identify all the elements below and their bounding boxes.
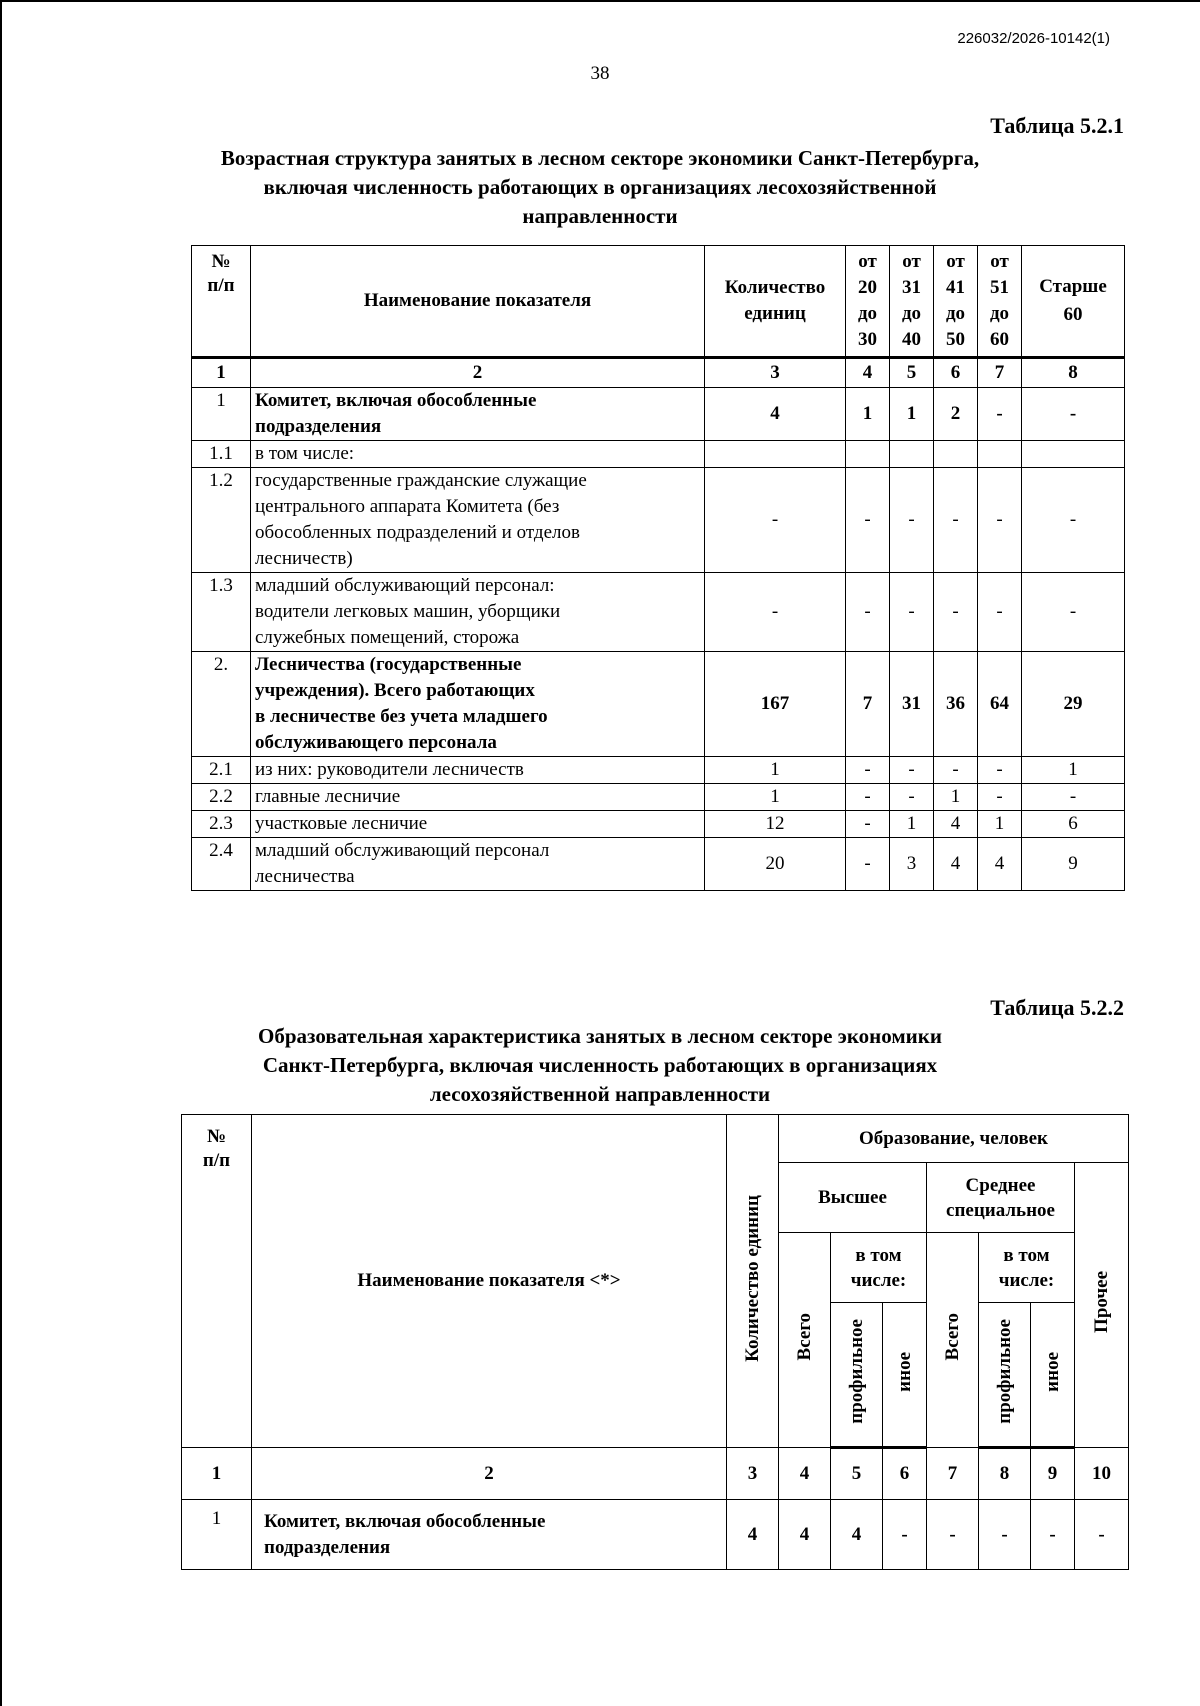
row-number: 1.2 xyxy=(192,468,251,573)
cell-value: - xyxy=(890,468,934,573)
table-row xyxy=(192,757,1125,784)
header-text: 60 xyxy=(990,329,1009,350)
header-text: Количество xyxy=(724,277,826,298)
cell-value xyxy=(934,441,978,468)
header-age-31-40 xyxy=(890,246,934,358)
cell-value: 12 xyxy=(705,811,846,838)
cell-value xyxy=(846,441,890,468)
row-name xyxy=(252,1500,727,1570)
header-name: Наименование показателя <*> xyxy=(252,1115,727,1448)
table-row xyxy=(192,784,1125,811)
row-name-line: подразделения xyxy=(255,416,382,437)
table-row xyxy=(192,468,1125,573)
header-text: иное xyxy=(1041,1351,1063,1392)
header-text: Всего xyxy=(941,1313,963,1361)
cell-value xyxy=(890,441,934,468)
row-name-line: подразделения xyxy=(264,1536,391,1558)
header-text: профильное xyxy=(993,1319,1015,1424)
cell-value: 1 xyxy=(978,811,1022,838)
table1-caption-line: включая численность работающих в организациях лесохозяйственной xyxy=(263,175,937,199)
row-name-line: Лесничества (государственные xyxy=(255,654,522,675)
cell-value: - xyxy=(1022,573,1125,652)
row-name-line: обособленных подразделений и отделов xyxy=(255,522,580,543)
header-num xyxy=(182,1115,252,1448)
table-row xyxy=(192,388,1125,441)
header-higher-other xyxy=(883,1303,927,1448)
header-text: 20 xyxy=(858,277,877,298)
header-count xyxy=(727,1115,779,1448)
cell-value: 64 xyxy=(978,652,1022,757)
row-name-line: главные лесничие xyxy=(255,786,401,807)
cell-value xyxy=(705,441,846,468)
column-number: 8 xyxy=(979,1448,1031,1500)
cell-value: 4 xyxy=(705,388,846,441)
row-name-line: государственные гражданские служащие xyxy=(255,470,587,491)
cell-value: 4 xyxy=(727,1500,779,1570)
header-text: 30 xyxy=(858,329,877,350)
column-number: 6 xyxy=(934,358,978,388)
table-row xyxy=(192,573,1125,652)
table2-body xyxy=(182,1500,1129,1570)
header-higher-total xyxy=(779,1233,831,1448)
cell-value: 31 xyxy=(890,652,934,757)
row-name-line: Комитет, включая обособленные xyxy=(264,1510,546,1532)
header-text: 60 xyxy=(1063,304,1083,325)
header-text: до xyxy=(901,303,922,324)
row-name-line: обслуживающего персонала xyxy=(255,732,497,753)
header-higher: Высшее xyxy=(779,1163,927,1233)
table-row xyxy=(192,811,1125,838)
row-name-line: служебных помещений, сторожа xyxy=(255,627,520,648)
header-text: до xyxy=(989,303,1010,324)
cell-value: - xyxy=(978,757,1022,784)
education-table xyxy=(181,1114,1129,1570)
row-name xyxy=(251,784,705,811)
table-row xyxy=(192,838,1125,891)
header-text: 40 xyxy=(902,329,921,350)
table-header-row xyxy=(192,246,1125,358)
cell-value: 4 xyxy=(831,1500,883,1570)
row-name xyxy=(251,838,705,891)
row-name-line: центрального аппарата Комитета (без xyxy=(255,496,560,517)
column-number: 6 xyxy=(883,1448,927,1500)
cell-value: 36 xyxy=(934,652,978,757)
header-text: 51 xyxy=(990,277,1009,298)
row-name-line: учреждения). Всего работающих xyxy=(255,680,535,701)
cell-value: 1 xyxy=(890,388,934,441)
row-name xyxy=(251,573,705,652)
column-number: 3 xyxy=(705,358,846,388)
column-number: 1 xyxy=(182,1448,252,1500)
table-row xyxy=(182,1500,1129,1570)
row-number: 2. xyxy=(192,652,251,757)
column-number-row xyxy=(182,1448,1129,1500)
table1-caption-line: Возрастная структура занятых в лесном секторе экономики Санкт-Петербурга, xyxy=(220,146,980,170)
cell-value: - xyxy=(978,784,1022,811)
header-text: от xyxy=(990,251,1009,272)
row-name xyxy=(251,811,705,838)
cell-value: 4 xyxy=(779,1500,831,1570)
row-number: 1.3 xyxy=(192,573,251,652)
column-number: 2 xyxy=(251,358,705,388)
cell-value: - xyxy=(846,811,890,838)
header-count xyxy=(705,246,846,358)
cell-value: - xyxy=(890,784,934,811)
header-higher-including xyxy=(831,1233,927,1303)
table1-caption-line: направленности xyxy=(522,204,678,228)
column-number: 9 xyxy=(1031,1448,1075,1500)
header-text: № xyxy=(211,251,231,272)
row-number: 1 xyxy=(182,1500,252,1570)
header-text: Старше xyxy=(1039,276,1107,297)
column-number: 5 xyxy=(831,1448,883,1500)
header-older-60 xyxy=(1022,246,1125,358)
table1-number: Таблица 5.2.1 xyxy=(990,113,1124,138)
cell-value: 3 xyxy=(890,838,934,891)
cell-value: - xyxy=(978,573,1022,652)
table1-body xyxy=(192,388,1125,891)
header-age-51-60 xyxy=(978,246,1022,358)
cell-value: 9 xyxy=(1022,838,1125,891)
column-number: 8 xyxy=(1022,358,1125,388)
cell-value: 1 xyxy=(1022,757,1125,784)
row-name-line: водители легковых машин, уборщики xyxy=(255,601,561,622)
cell-value: - xyxy=(1031,1500,1075,1570)
cell-value: 2 xyxy=(934,388,978,441)
cell-value: 29 xyxy=(1022,652,1125,757)
table2-caption-line: лесохозяйственной направленности xyxy=(429,1082,771,1106)
row-name xyxy=(251,388,705,441)
row-name-line: младший обслуживающий персонал xyxy=(255,840,550,861)
table2-caption xyxy=(150,1022,1050,1109)
column-number: 4 xyxy=(846,358,890,388)
page-number: 38 xyxy=(590,63,610,84)
cell-value: - xyxy=(978,468,1022,573)
table-row xyxy=(192,652,1125,757)
cell-value: - xyxy=(1075,1500,1129,1570)
header-text: специальное xyxy=(946,1199,1055,1221)
row-number: 1.1 xyxy=(192,441,251,468)
column-number: 7 xyxy=(927,1448,979,1500)
row-name xyxy=(251,468,705,573)
cell-value: - xyxy=(927,1500,979,1570)
header-age-20-30 xyxy=(846,246,890,358)
header-text: от xyxy=(902,251,921,272)
cell-value: - xyxy=(979,1500,1031,1570)
cell-value: - xyxy=(934,573,978,652)
cell-value: - xyxy=(705,573,846,652)
column-number-row xyxy=(192,358,1125,388)
header-text: Среднее xyxy=(965,1174,1036,1196)
cell-value: 4 xyxy=(934,838,978,891)
age-structure-table xyxy=(191,245,1125,891)
header-education: Образование, человек xyxy=(779,1115,1129,1163)
header-text: 50 xyxy=(946,329,965,350)
header-secondary-profile xyxy=(979,1303,1031,1448)
cell-value: 7 xyxy=(846,652,890,757)
row-name-line: из них: руководители лесничеств xyxy=(255,759,524,780)
header-text: 31 xyxy=(902,277,921,298)
cell-value: - xyxy=(934,468,978,573)
header-text: Всего xyxy=(793,1313,815,1361)
cell-value: 1 xyxy=(846,388,890,441)
header-text: Прочее xyxy=(1090,1271,1112,1333)
cell-value: - xyxy=(1022,388,1125,441)
column-number: 3 xyxy=(727,1448,779,1500)
header-num xyxy=(192,246,251,358)
row-name xyxy=(251,757,705,784)
header-name: Наименование показателя xyxy=(251,246,705,358)
cell-value: - xyxy=(846,573,890,652)
column-number: 4 xyxy=(779,1448,831,1500)
table2-caption-line: Санкт-Петербурга, включая численность работающих в организациях xyxy=(262,1053,938,1077)
cell-value: - xyxy=(883,1500,927,1570)
cell-value: 4 xyxy=(978,838,1022,891)
header-text: до xyxy=(945,303,966,324)
row-number: 2.1 xyxy=(192,757,251,784)
header-text: профильное xyxy=(845,1319,867,1424)
cell-value: - xyxy=(846,784,890,811)
header-secondary-other xyxy=(1031,1303,1075,1448)
row-name-line: в том числе: xyxy=(255,443,355,464)
column-number: 1 xyxy=(192,358,251,388)
header-text: единиц xyxy=(744,303,806,324)
cell-value: 167 xyxy=(705,652,846,757)
row-name xyxy=(251,441,705,468)
row-name-line: младший обслуживающий персонал: xyxy=(255,575,555,596)
row-name-line: Комитет, включая обособленные xyxy=(255,390,537,411)
header-text: иное xyxy=(893,1351,915,1392)
header-text: в том xyxy=(1003,1244,1050,1266)
row-name-line: в лесничестве без учета младшего xyxy=(255,706,548,727)
scan-edge-top xyxy=(0,0,1200,2)
cell-value: - xyxy=(705,468,846,573)
cell-value: 20 xyxy=(705,838,846,891)
cell-value: 1 xyxy=(705,757,846,784)
cell-value: - xyxy=(890,573,934,652)
cell-value: - xyxy=(978,388,1022,441)
header-secondary-including xyxy=(979,1233,1075,1303)
header-text: до xyxy=(857,303,878,324)
cell-value: - xyxy=(846,757,890,784)
header-text: числе: xyxy=(850,1269,907,1291)
row-name-line: лесничества xyxy=(255,866,355,887)
table2-caption-line: Образовательная характеристика занятых в лесном секторе экономики xyxy=(258,1024,942,1048)
header-text: п/п xyxy=(207,275,235,296)
cell-value: - xyxy=(846,468,890,573)
table2-number: Таблица 5.2.2 xyxy=(990,995,1124,1020)
row-name-line: лесничеств) xyxy=(255,548,353,569)
column-number: 5 xyxy=(890,358,934,388)
header-text: в том xyxy=(855,1244,902,1266)
header-text: 41 xyxy=(946,277,965,298)
row-number: 2.3 xyxy=(192,811,251,838)
cell-value: 4 xyxy=(934,811,978,838)
cell-value: - xyxy=(890,757,934,784)
cell-value: 1 xyxy=(934,784,978,811)
cell-value xyxy=(978,441,1022,468)
cell-value: - xyxy=(934,757,978,784)
table-row xyxy=(192,441,1125,468)
header-secondary xyxy=(927,1163,1075,1233)
header-higher-profile xyxy=(831,1303,883,1448)
header-text: п/п xyxy=(202,1150,231,1171)
scan-edge-left xyxy=(0,0,2,1706)
cell-value: 1 xyxy=(890,811,934,838)
cell-value: 6 xyxy=(1022,811,1125,838)
header-misc xyxy=(1075,1163,1129,1448)
row-number: 2.2 xyxy=(192,784,251,811)
header-text: от xyxy=(858,251,877,272)
header-text: № xyxy=(206,1126,227,1147)
cell-value: - xyxy=(1022,468,1125,573)
column-number: 7 xyxy=(978,358,1022,388)
header-age-41-50 xyxy=(934,246,978,358)
header-text: числе: xyxy=(998,1269,1055,1291)
table1-caption xyxy=(150,144,1050,231)
document-number: 226032/2026-10142(1) xyxy=(957,30,1110,47)
row-name-line: участковые лесничие xyxy=(255,813,428,834)
column-number: 10 xyxy=(1075,1448,1129,1500)
cell-value xyxy=(1022,441,1125,468)
cell-value: - xyxy=(846,838,890,891)
row-number: 1 xyxy=(192,388,251,441)
header-text: Количество единиц xyxy=(741,1194,763,1362)
row-number: 2.4 xyxy=(192,838,251,891)
header-secondary-total xyxy=(927,1233,979,1448)
column-number: 2 xyxy=(252,1448,727,1500)
cell-value: 1 xyxy=(705,784,846,811)
cell-value: - xyxy=(1022,784,1125,811)
header-text: от xyxy=(946,251,965,272)
header-row-1 xyxy=(182,1115,1129,1163)
row-name xyxy=(251,652,705,757)
